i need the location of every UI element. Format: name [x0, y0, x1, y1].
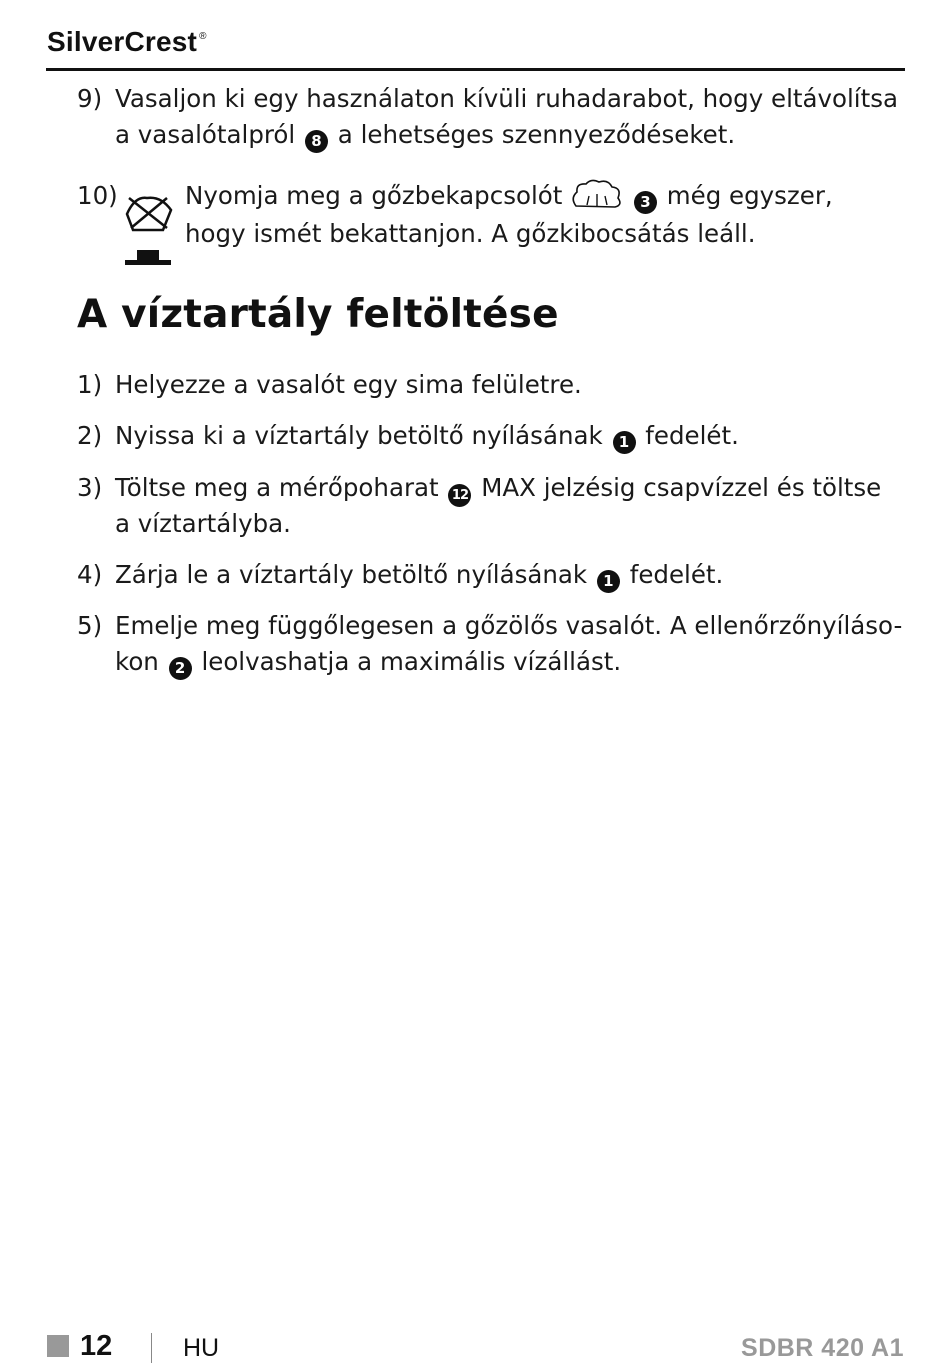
step-text: Helyezze a vasalót egy sima felületre.	[115, 370, 582, 399]
brand-logo	[47, 26, 207, 62]
header-divider	[46, 68, 905, 71]
fill-step-1	[77, 367, 907, 403]
step-text-line-2: kon 2 leolvashatja a maximális vízállást.	[115, 644, 621, 680]
step-number: 1)	[77, 370, 103, 399]
registered-mark: ®	[199, 31, 207, 42]
step-number: 2)	[77, 421, 103, 450]
step-10	[77, 178, 907, 268]
fill-step-2	[77, 418, 907, 454]
fill-step-5	[77, 608, 907, 680]
step-number: 4)	[77, 560, 103, 589]
brand-name: SilverCrest	[47, 26, 198, 57]
step-number: 10)	[77, 181, 118, 210]
step-number: 5)	[77, 611, 103, 640]
step-text-line-2: a víztartályba.	[115, 509, 291, 538]
step-9	[77, 81, 907, 153]
fill-step-3	[77, 470, 907, 542]
step-text-line-2: a vasalótalpról 8 a lehetséges szennyeződéseket.	[115, 117, 735, 153]
part-number-badge: 12	[448, 484, 471, 507]
footer-marker-square	[47, 1335, 69, 1357]
fill-step-4	[77, 557, 907, 593]
step-number: 9)	[77, 84, 103, 113]
step-text: Zárja le a víztartály betöltő nyílásának 1 fedelét.	[115, 557, 723, 593]
step-text: Nyissa ki a víztartály betöltő nyílásának 1 fedelét.	[115, 418, 739, 454]
language-code: HU	[183, 1334, 220, 1362]
part-number-badge: 1	[613, 431, 636, 454]
page-number: 12	[80, 1330, 113, 1362]
step-text-line-1: Töltse meg a mérőpoharat 12 MAX jelzésig csapvízzel és töltse	[115, 470, 881, 507]
step-text-line-1: Emelje meg függőlegesen a gőzölős vasalót. A ellenőrzőnyíláso-	[115, 611, 903, 640]
part-number-badge: 1	[597, 570, 620, 593]
step-text-line-1: Nyomja meg a gőzbekapcsolót 3 még egyszer,	[185, 178, 833, 214]
model-number: SDBR 420 A1	[741, 1334, 904, 1362]
section-title: A víztartály feltöltése	[77, 292, 559, 337]
no-steam-icon	[123, 188, 175, 268]
part-number-badge: 2	[169, 657, 192, 680]
part-number-badge: 8	[305, 130, 328, 153]
footer-divider	[151, 1333, 152, 1363]
step-text-line-2: hogy ismét bekattanjon. A gőzkibocsátás leáll.	[185, 219, 756, 248]
step-number: 3)	[77, 473, 103, 502]
steam-button-icon	[570, 178, 624, 212]
part-number-badge: 3	[634, 191, 657, 214]
step-text-line-1: Vasaljon ki egy használaton kívüli ruhadarabot, hogy eltávolítsa	[115, 84, 898, 113]
